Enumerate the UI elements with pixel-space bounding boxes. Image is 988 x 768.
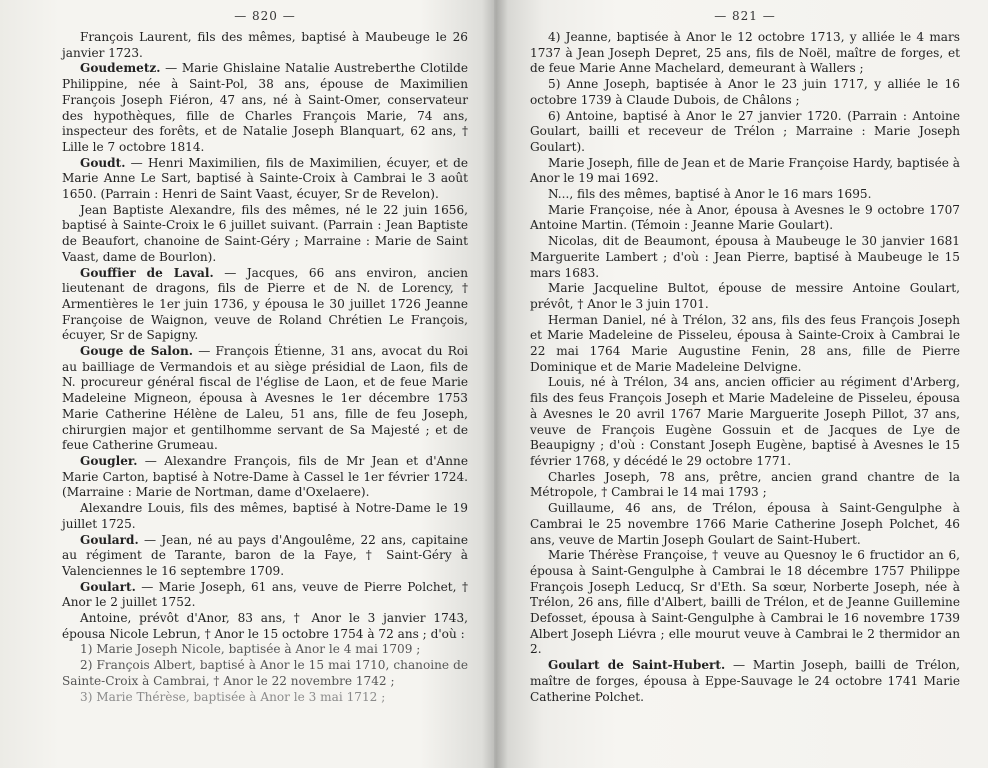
entry-text: — Jacques, 66 ans environ, ancien lieutenant de dragons, fils de Pierre et de N. de Lorency, † Armentières le 1er juin 1736, y épousa le 30 juillet 1726 Jeanne Françoise de Waignon, veuve de Roland Chrétien Le François, écuyer, Sr de Sapigny. [62,265,468,343]
left-paragraph [62,642,468,658]
entry-heading: Goudt. [80,155,126,170]
entry-heading: Goudemetz. [80,61,161,76]
entry-text: — Alexandre François, fils de Mr Jean et d'Anne Marie Carton, baptisé à Notre-Dame à Cassel le 1er février 1724. (Marraine : Marie de Nortman, dame d'Oxelaere). [62,453,468,500]
page-number-left: — 820 — [234,9,296,23]
left-paragraph [62,454,468,501]
left-paragraph [62,501,468,532]
entry-text: — Marie Ghislaine Natalie Austreberthe Clotilde Philippine, née à Saint-Pol, 38 ans, épouse de Maximilien François Joseph Fiéron, 47 ans, né à Saint-Omer, conservateur des hypothèques, fille de Charles François Marie, 74 ans, inspecteur des forêts, et de Natalie Joseph Blanquart, 62 ans, † Lille le 7 octobre 1814. [62,61,468,154]
left-paragraph [62,266,468,345]
right-paragraph [530,548,960,658]
entry-heading: Goulard. [80,532,139,547]
right-paragraph [530,187,960,203]
entry-text: 2) François Albert, baptisé à Anor le 15 mai 1710, chanoine de Sainte-Croix à Cambrai, † Anor le 22 novembre 1742 ; [62,658,468,688]
book-gutter [482,0,508,768]
right-page [494,0,988,768]
entry-text: N..., fils des mêmes, baptisé à Anor le 16 mars 1695. [548,187,872,202]
entry-text: Jean Baptiste Alexandre, fils des mêmes, né le 22 juin 1656, baptisé à Sainte-Croix le 6 juillet suivant. (Parrain : Jean Baptiste de Beaufort, chanoine de Saint-Géry ; Marraine : Marie de Saint Vaast, dame de Bourlon). [62,202,468,264]
right-page-text [530,30,960,705]
entry-text: 3) Marie Thérèse, baptisée à Anor le 3 mai 1712 ; [80,689,386,704]
left-paragraph [62,344,468,454]
right-paragraph [530,375,960,469]
entry-text: François Laurent, fils des mêmes, baptisé à Maubeuge le 26 janvier 1723. [62,30,468,60]
entry-text: 1) Marie Joseph Nicole, baptisée à Anor le 4 mai 1709 ; [80,642,421,657]
entry-text: Antoine, prévôt d'Anor, 83 ans, † Anor le 3 janvier 1743, épousa Nicole Lebrun, † Anor le 15 octobre 1754 à 72 ans ; d'où : [62,611,468,641]
left-paragraph [62,61,468,155]
left-paragraph [62,533,468,580]
left-page-text [62,30,468,705]
entry-text: 4) Jeanne, baptisée à Anor le 12 octobre 1713, y alliée le 4 mars 1737 à Jean Joseph Depret, 25 ans, fils de Noël, maître de forges, et de feue Marie Anne Machelard, demeurant à Wallers ; [530,30,960,76]
right-paragraph [530,203,960,234]
left-paragraph [62,580,468,611]
left-paragraph [62,658,468,689]
entry-heading: Gouffier de Laval. [80,265,214,280]
entry-text: Charles Joseph, 78 ans, prêtre, ancien grand chantre de la Métropole, † Cambrai le 14 mai 1793 ; [530,469,960,500]
left-paragraph [62,203,468,266]
entry-text: Nicolas, dit de Beaumont, épousa à Maubeuge le 30 janvier 1681 Marguerite Lambert ; d'où : Jean Pierre, baptisé à Maubeuge le 15 mars 1683. [530,234,960,280]
entry-text: — Marie Joseph, 61 ans, veuve de Pierre Polchet, † Anor le 2 juillet 1752. [62,579,468,610]
entry-text: Herman Daniel, né à Trélon, 32 ans, fils des feus François Joseph et Marie Madeleine de Pisseleu, épousa à Sainte-Croix à Cambrai le 22 mai 1764 Marie Augustine Fenin, 28 ans, fille de Pierre Dominique et de Marie Madeleine Delvigne. [530,312,960,374]
entry-text: — Martin Joseph, bailli de Trélon, maître de forges, épousa à Eppe-Sauvage le 24 octobre 1741 Marie Catherine Polchet. [530,658,961,704]
right-paragraph [530,109,960,156]
left-paragraph [62,30,468,61]
entry-text: — Jean, né au pays d'Angoulême, 22 ans, capitaine au régiment de Tarante, baron de la Faye, † Saint-Géry à Valenciennes le 16 septembre 1709. [62,532,468,578]
page-number-right: — 821 — [714,9,776,23]
entry-text: — François Étienne, 31 ans, avocat du Roi au bailliage de Vermandois et au siège présidial de Laon, fils de N. procureur général fiscal de l'église de Laon, et de feue Marie Madeleine Migneon, épousa à Avesnes le 1er décembre 1753 Marie Catherine Hélène de Laleu, 51 ans, fille de feu Joseph, chirurgien major et gentilhomme servant de Sa Majesté ; et de feue Catherine Grumeau. [62,344,468,453]
entry-heading: Gougler. [80,453,138,468]
entry-heading: Goulart de Saint-Hubert. [548,658,726,673]
entry-heading: Gouge de Salon. [80,344,193,359]
right-paragraph [530,77,960,108]
entry-text: Alexandre Louis, fils des mêmes, baptisé à Notre-Dame le 19 juillet 1725. [62,501,468,531]
entry-text: Guillaume, 46 ans, de Trélon, épousa à Saint-Gengulphe à Cambrai le 25 novembre 1766 Marie Catherine Joseph Polchet, 46 ans, veuve de Martin Joseph Goulart de Saint-Hubert. [530,501,960,547]
right-paragraph [530,281,960,312]
right-paragraph [530,156,960,187]
entry-text: 5) Anne Joseph, baptisée à Anor le 23 juin 1717, y alliée le 16 octobre 1739 à Claude Dubois, de Châlons ; [530,77,960,107]
right-paragraph [530,313,960,376]
right-paragraph [530,470,960,501]
right-paragraph [530,658,960,705]
right-paragraph [530,30,960,77]
entry-text: — Henri Maximilien, fils de Maximilien, écuyer, et de Marie Anne Le Sart, baptisé à Sainte-Croix à Cambrai le 3 août 1650. (Parrain : Henri de Saint Vaast, écuyer, Sr de Revelon). [62,155,468,202]
left-paragraph [62,156,468,203]
left-paragraph [62,611,468,642]
entry-text: Marie Thérèse Françoise, † veuve au Quesnoy le 6 fructidor an 6, épousa à Saint-Gengulphe à Cambrai le 18 décembre 1757 Philippe François Joseph Leducq, Sr d'Eth. Sa sœur, Norberte Joseph, née à Trélon, 26 ans, fille d'Albert, bailli de Trélon, et de Jeanne Guillemine Defosset, épousa à Saint-Gengulphe à Cambrai le 16 novembre 1739 Albert Joseph Liévra ; elle mourut veuve à Cambrai le 2 thermidor an 2. [530,548,960,657]
entry-text: Marie Françoise, née à Anor, épousa à Avesnes le 9 octobre 1707 Antoine Martin. (Témoin : Jeanne Marie Goulart). [530,202,960,233]
entry-text: Louis, né à Trélon, 34 ans, ancien officier au régiment d'Arberg, fils des feus François Joseph et Marie Madeleine de Pisseleu, épousa à Avesnes le 20 avril 1767 Marie Marguerite Joseph Pillot, 37 ans, veuve de François Eugène Gossuin et de Jacques de Lye de Beaupigny ; d'où : Constant Joseph Eugène, baptisé à Avesnes le 15 février 1768, y décédé le 29 octobre 1771. [530,375,960,468]
right-paragraph [530,234,960,281]
entry-text: Marie Joseph, fille de Jean et de Marie Françoise Hardy, baptisée à Anor le 19 mai 1692. [530,155,960,186]
entry-heading: Goulart. [80,579,136,594]
entry-text: 6) Antoine, baptisé à Anor le 27 janvier 1720. (Parrain : Antoine Goulart, bailli et receveur de Trélon ; Marraine : Marie Joseph Goulart). [530,108,960,154]
right-paragraph [530,501,960,548]
entry-text: Marie Jacqueline Bultot, épouse de messire Antoine Goulart, prévôt, † Anor le 3 juin 1701. [530,281,960,311]
left-paragraph [62,690,468,706]
